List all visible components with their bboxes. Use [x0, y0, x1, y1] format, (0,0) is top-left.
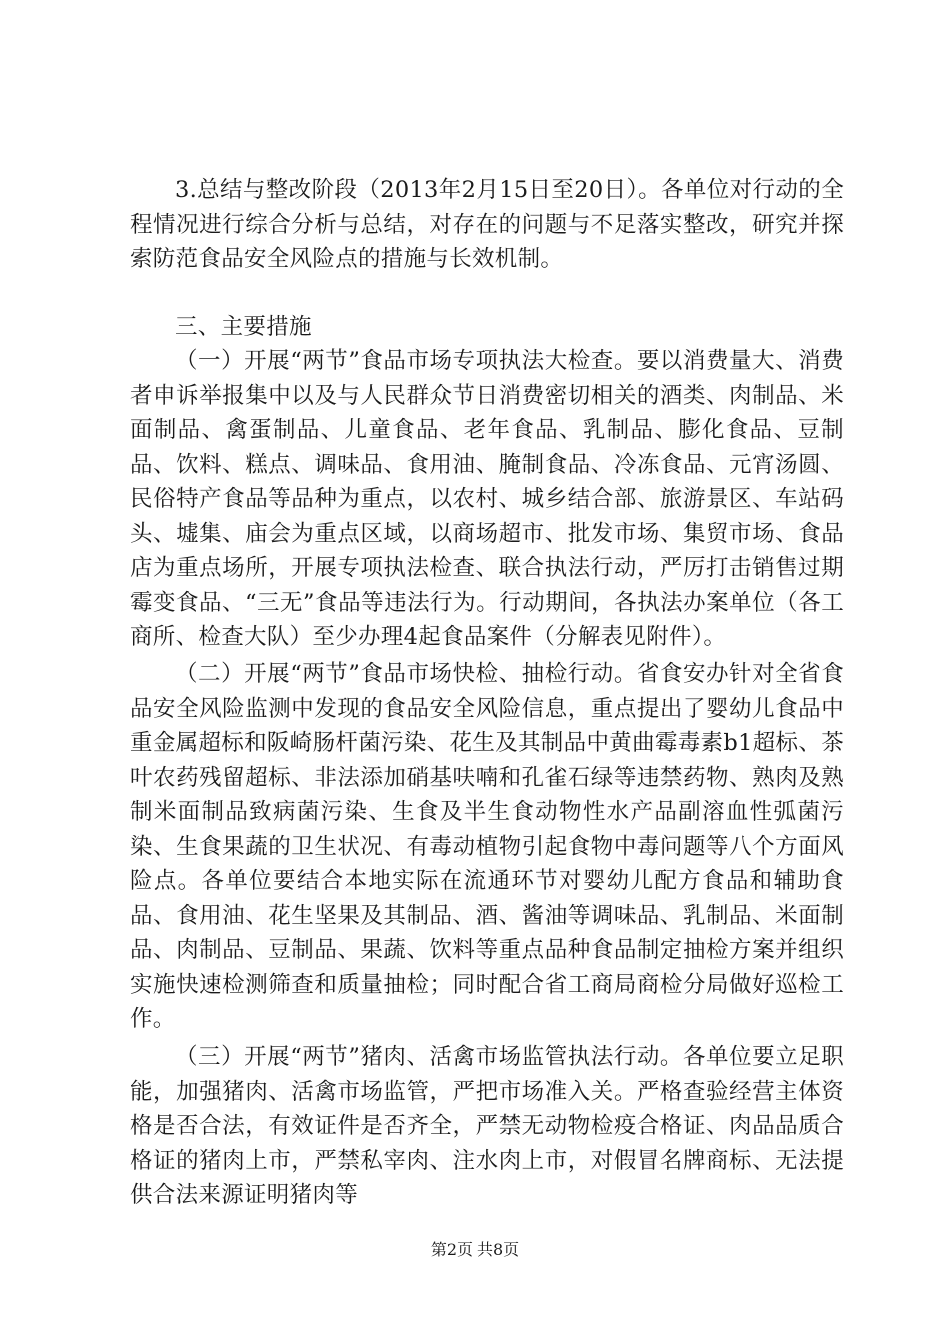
paragraph-stage-3: 3.总结与整改阶段（2013年2月15日至20日）。各单位对行动的全程情况进行综合分析与总结，对存在的问题与不足落实整改，研究并探索防范食品安全风险点的措施与长效机制。: [130, 177, 844, 272]
paragraph-measure-3: （三）开展“两节”猪肉、活禽市场监管执法行动。各单位要立足职能，加强猪肉、活禽市场监管，严把市场准入关。严格查验经营主体资格是否合法，有效证件是否齐全，严禁无动物检疫合格证、肉品品质合格证的猪肉上市，严禁私宰肉、注水肉上市，对假冒名牌商标、无法提供合法来源证明猪肉等: [130, 1044, 844, 1208]
page-footer: [0, 1240, 950, 1260]
paragraph-measure-1: （一）开展“两节”食品市场专项执法大检查。要以消费量大、消费者申诉举报集中以及与人民群众节日消费密切相关的酒类、肉制品、米面制品、禽蛋制品、儿童食品、老年食品、乳制品、膨化食品、豆制品、饮料、糕点、调味品、食用油、腌制食品、冷冻食品、元宵汤圆、民俗特产食品等品种为重点，以农村、城乡结合部、旅游景区、车站码头、墟集、庙会为重点区域，以商场超市、批发市场、集贸市场、食品店为重点场所，开展专项执法检查、联合执法行动，严厉打击销售过期霉变食品、“三无”食品等违法行为。行动期间，各执法办案单位（各工商所、检查大队）至少办理4起食品案件（分解表见附件）。: [130, 348, 844, 650]
section-heading-main-measures: 三、主要措施: [175, 314, 312, 340]
paragraph-measure-2: （二）开展“两节”食品市场快检、抽检行动。省食安办针对全省食品安全风险监测中发现的食品安全风险信息，重点提出了婴幼儿食品中重金属超标和阪崎肠杆菌污染、花生及其制品中黄曲霉毒素b1超标、茶叶农药残留超标、非法添加硝基呋喃和孔雀石绿等违禁药物、熟肉及熟制米面制品致病菌污染、生食及半生食动物性水产品副溶血性弧菌污染、生食果蔬的卫生状况、有毒动植物引起食物中毒问题等八个方面风险点。各单位要结合本地实际在流通环节对婴幼儿配方食品和辅助食品、食用油、花生坚果及其制品、酒、酱油等调味品、乳制品、米面制品、肉制品、豆制品、果蔬、饮料等重点品种食品制定抽检方案并组织实施快速检测筛查和质量抽检；同时配合省工商局商检分局做好巡检工作。: [130, 661, 844, 1032]
page-number-total: 共8页: [477, 1240, 520, 1259]
page-number-current: 第2页: [430, 1240, 473, 1259]
